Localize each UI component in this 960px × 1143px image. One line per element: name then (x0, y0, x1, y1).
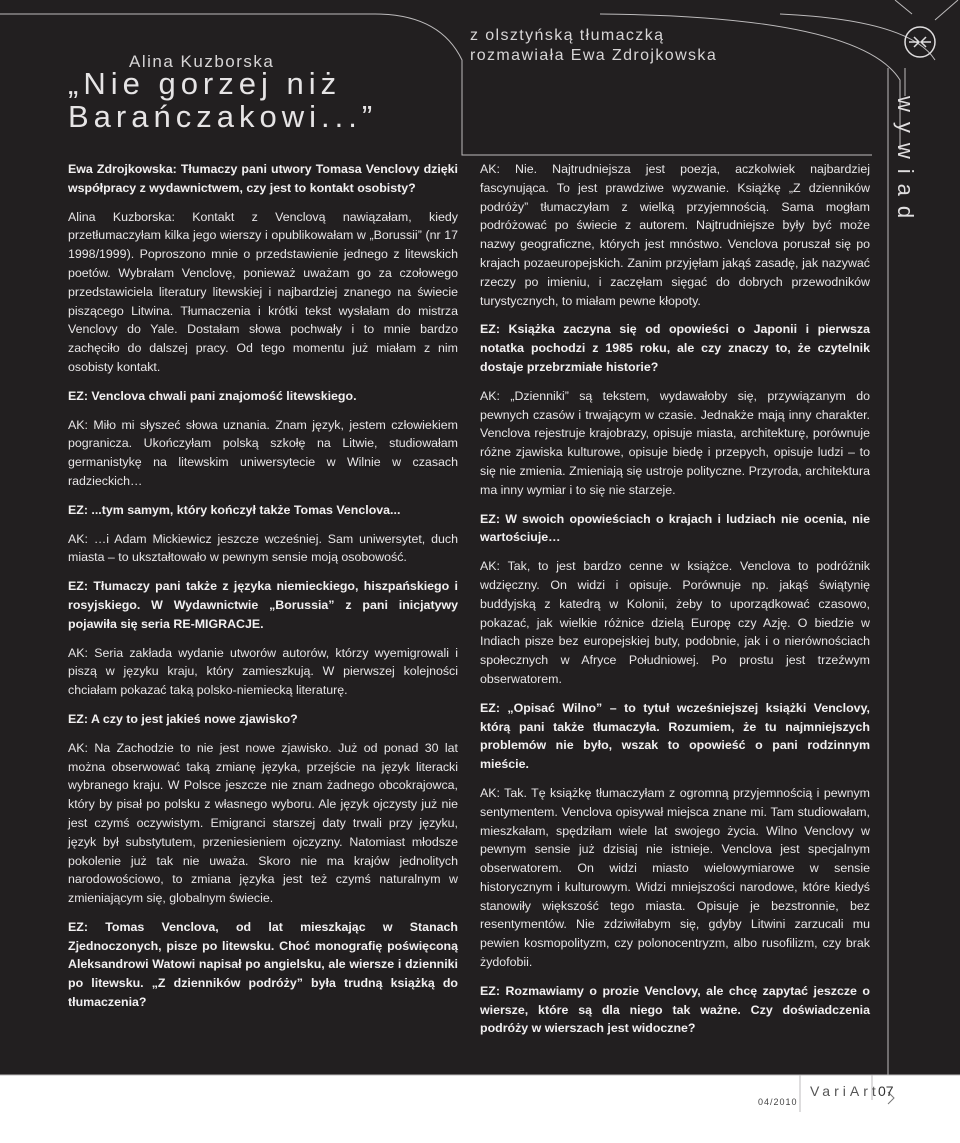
interview-question: EZ: „Opisać Wilno” – to tytuł wcześniejszej książki Venclovy, którą pani także tłumaczyła. Rozumiem, że tu najmniejszych problemów nie było, wszak to opowieść o pani rodzinnym mieście. (480, 700, 870, 772)
issue-number: 04/2010 (758, 1097, 798, 1107)
page-number: 07 (878, 1083, 894, 1099)
frame-arc-inner (780, 14, 935, 60)
interview-question: Ewa Zdrojkowska: Tłumaczy pani utwory Tomasa Venclovy dzięki współpracy z wydawnictwem, czy jest to kontakt osobisty? (68, 162, 458, 195)
page-title: „Nie gorzej niż Barańczakowi...” (68, 66, 378, 134)
article-column-right (480, 160, 870, 1048)
byline-line-2: rozmawiała Ewa Zdrojkowska (470, 47, 718, 64)
interview-answer: AK: Miło mi słyszeć słowa uznania. Znam język, jestem człowiekiem pogranicza. Ukończyłam polską szkołę na Litwie, studiowałam germanistykę na litewskim uniwersytecie w Wilnie w czasach radzieckich… (68, 417, 458, 488)
interview-answer: AK: Tak, to jest bardzo cenne w książce. Venclova to podróżnik wdzięczny. On widzi i opisuje. Porównuje np. jakąś świątynię buddyjską z katedrą w Kolonii, żeby to uporządkować czasowo, pokazać, jak wielkie różnice dzielą Europę czy Azję. O biedzie w Indiach pisze bez europejskiej buty, podobnie, jak i o nierównościach społecznych w Afryce Południowej. Po prostu jest trzeźwym obserwatorem. (480, 559, 870, 686)
interview-question: EZ: Tłumaczy pani także z języka niemieckiego, hiszpańskiego i rosyjskiego. W Wydawnictwie „Borussia” z pani inicjatywy pojawiła się seria RE-MIGRACJE. (68, 579, 458, 631)
interview-answer: AK: „Dzienniki” są tekstem, wydawałoby się, przywiązanym do pewnych czasów i trwającym w czasie. Jednakże mają inny charakter. Venclova rejestruje krajobrazy, opisuje miasta, architekturę, porównuje różne zjawiska kulturowe, opisuje biedę i przepych, opisuje ludzi – to się nie zmienia. Zmieniają się ustroje polityczne. Przyroda, architektura ma inny wymiar i to się nie starzeje. (480, 388, 870, 497)
article-column-left (68, 160, 458, 1022)
section-label: wywiad (893, 96, 918, 229)
corner-diagonal-2 (895, 0, 912, 14)
interview-answer: AK: Nie. Najtrudniejsza jest poezja, aczkolwiek najbardziej fascynująca. To jest prawdziwe wyzwanie. Książkę „Z dzienników podróży” tłumaczyłam z wielką przyjemnością. Sama mogłam podróżować po świecie z autorem. Najtrudniejsze były być może nazwy geograficzne, których jest mnóstwo. Venclova poruszał się po krajach pozaeuropejskich. Zanim przyjęłam jakąś zasadę, jak nazywać rzeczy po imieniu, i zaczęłam sięgać do dobrych przewodników turystycznych, to miałam pewne kłopoty. (480, 162, 870, 308)
corner-diagonal-1 (935, 0, 958, 20)
interview-answer: AK: …i Adam Mickiewicz jeszcze wcześniej. Sam uniwersytet, duch miasta – to ukształtowało w pewnym sensie moją osobowość. (68, 531, 458, 565)
interview-answer: AK: Seria zakłada wydanie utworów autorów, którzy wyemigrowali i piszą w języku kraju, który zamieszkują. W pierwszej kolejności chciałam pokazać taką polsko-niemiecką literaturę. (68, 645, 458, 698)
interview-question: EZ: ...tym samym, który kończył także Tomas Venclova... (68, 502, 401, 517)
byline-line-1: z olsztyńską tłumaczką (470, 27, 665, 44)
interview-question: EZ: A czy to jest jakieś nowe zjawisko? (68, 711, 298, 726)
author-name: Alina Kuzborska (129, 52, 275, 71)
interview-question: EZ: Tomas Venclova, od lat mieszkając w Stanach Zjednoczonych, pisze po litewsku. Choć monografię poświęconą Aleksandrowi Watowi napisał po angielsku, ale wiersze i dzienniki po litewsku. „Z dzienników podróży” była trudną książką do tłumaczenia? (68, 919, 458, 1010)
magazine-brand: VariArt (810, 1083, 880, 1099)
interview-question: EZ: W swoich opowieściach o krajach i ludziach nie ocenia, nie wartościuje… (480, 511, 870, 545)
interview-answer: AK: Na Zachodzie to nie jest nowe zjawisko. Już od ponad 30 lat można obserwować taką zmianę języka, przejście na język literacki wybranego kraju. W Polsce jeszcze nie znam żadnego obcokrajowca, który by pisał po polsku z własnego wyboru. Ale język ojczysty już nie jest czymś oczywistym. Emigranci starszej daty trwali przy języku, język był substytutem, przeniesieniem ojczyzny. Natomiast młodsze pokolenie już tak nie uważa. Skoro nie ma krajów jednolitych narodowościowo, to zmiana języka jest też czymś naturalnym w zmieniającym się, globalnym świecie. (68, 740, 458, 906)
arrows-circle-icon (905, 27, 935, 57)
interview-answer: AK: Tak. Tę książkę tłumaczyłam z ogromną przyjemnością i pewnym sentymentem. Venclova opisywał miejsca znane mi. Tam studiowałam, mieszkałam, spędziłam wiele lat swojego życia. Wilno Venclovy w pewnym sensie już dzisiaj nie istnieje. Venclova jest specjalnym obserwatorem. On widzi miasto wielowymiarowe w sensie historycznym i kulturowym. Widzi mniejszości narodowe, które kiedyś stanowiły większość tego miasta. Opisuje je bezstronnie, bez resentymentów. Nie zdziwiłabym się, gdyby Litwini zarzucali mu pewien kosmopolityzm, czy polonocentryzm, albo rusofilizm, czy brak żydofobii. (480, 785, 870, 970)
interview-question: EZ: Venclova chwali pani znajomość litewskiego. (68, 388, 357, 403)
interview-question: EZ: Książka zaczyna się od opowieści o Japonii i pierwsza notatka pochodzi z 1985 roku, ale czy znaczy to, że czytelnik dostaje przebrzmiałe historie? (480, 322, 870, 374)
interview-answer: Alina Kuzborska: Kontakt z Venclovą nawiązałam, kiedy przetłumaczyłam kilka jego wierszy i opublikowałam w „Borussii” (nr 17 1998/1999). Poproszono mnie o przedstawienie jednego z litewskich poetów. Wybrałam Venclovę, ponieważ uważam go za czołowego przedstawiciela literatury litewskiej i najbardziej znanego na świecie piszącego Litwina. Tłumaczenia i krótki tekst wysłałam do mistrza Venclovy do Yale. Dostałam słowa pochwały i to mnie bardzo zachęciło do dalszej pracy. Od tego momentu już miałam z nim osobisty kontakt. (68, 209, 458, 374)
interview-question: EZ: Rozmawiamy o prozie Venclovy, ale chcę zapytać jeszcze o wiersze, które są dla niego tak ważne. Czy doświadczenia podróży w wierszach jest widoczne? (480, 983, 870, 1036)
byline (470, 26, 717, 66)
